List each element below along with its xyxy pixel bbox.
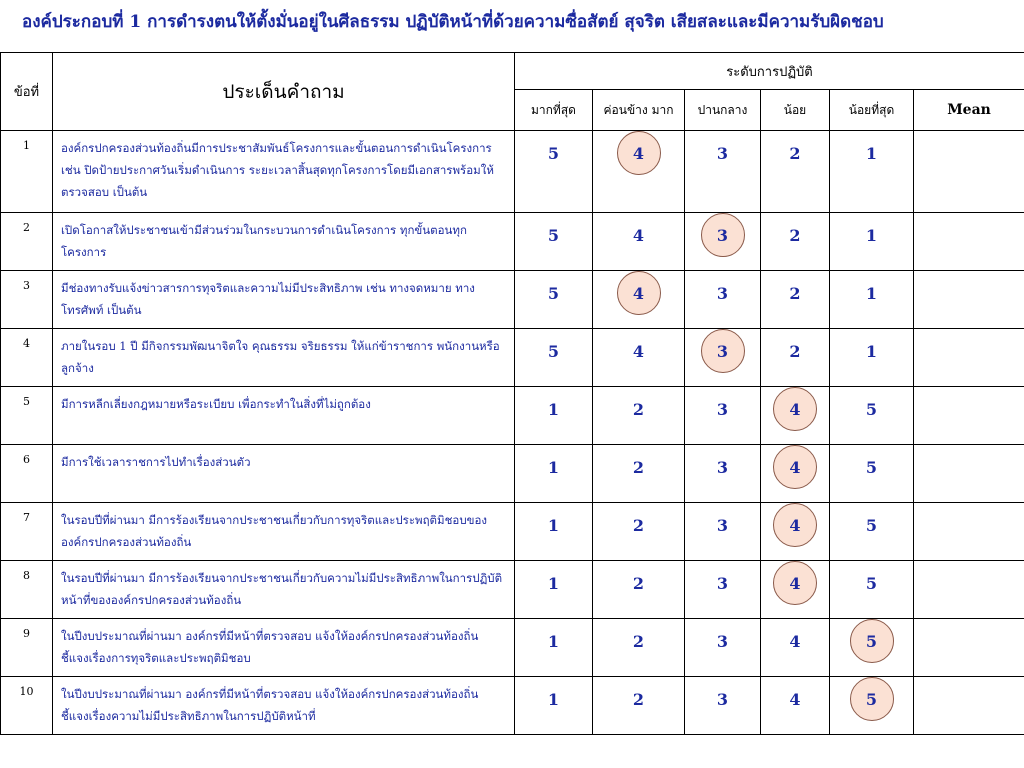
question-text: มีช่องทางรับแจ้งข่าวสารการทุจริตและความไม่มีประสิทธิภาพ เช่น ทางจดหมาย ทางโทรศัพท์ เป็นต้น [53,271,515,329]
score-value: 1 [865,144,878,163]
score-cell[interactable] [685,677,761,735]
score-value: 1 [547,574,560,593]
mean-cell [914,329,1024,387]
question-text: ในปีงบประมาณที่ผ่านมา องค์กรที่มีหน้าที่ตรวจสอบ แจ้งให้องค์กรปกครองส่วนท้องถิ่น ชี้แจงเรื่องความไม่มีประสิทธิภาพในการปฏิบัติหน้าที่ [53,677,515,735]
score-value: 3 [716,574,729,593]
mean-cell [914,271,1024,329]
selected-score-circle: 4 [773,387,817,431]
score-cell[interactable] [515,677,593,735]
score-cell[interactable] [593,503,685,561]
selected-score-circle: 3 [701,329,745,373]
score-cell[interactable] [593,387,685,445]
score-value: 2 [789,342,801,361]
page-title: องค์ประกอบที่ 1 การดำรงตนให้ตั้งมั่นอยู่ในศีลธรรม ปฏิบัติหน้าที่ด้วยความซื่อสัตย์ สุจริต เสียสละและมีความรับผิดชอบ [22,12,884,32]
score-value: 4 [789,690,801,709]
score-cell[interactable] [685,445,761,503]
score-cell[interactable] [593,271,685,329]
header-no: ข้อที่ [1,53,53,131]
question-text: องค์กรปกครองส่วนท้องถิ่นมีการประชาสัมพันธ์โครงการและขั้นตอนการดำเนินโครงการเช่น ปิดป้ายประกาศวันเริ่มดำเนินการ ระยะเวลาสิ้นสุดทุกโครงการโดยมีเอกสารพร้อมให้ตรวจสอบ เป็นต้น [53,131,515,213]
score-value: 1 [547,400,560,419]
question-text: ภายในรอบ 1 ปี มีกิจกรรมพัฒนาจิตใจ คุณธรรม จริยธรรม ให้แก่ข้าราชการ พนักงานหรือลูกจ้าง [53,329,515,387]
score-value: 1 [547,690,560,709]
score-value: 5 [865,400,878,419]
score-cell[interactable] [593,561,685,619]
question-text: มีการหลีกเลี่ยงกฎหมายหรือระเบียบ เพื่อกระทำในสิ่งที่ไม่ถูกต้อง [53,387,515,445]
selected-score-circle: 4 [773,561,817,605]
selected-score-circle: 4 [773,503,817,547]
score-cell[interactable] [593,131,685,213]
score-value: 2 [789,284,801,303]
score-cell[interactable] [830,387,914,445]
score-cell[interactable] [761,561,830,619]
question-text: มีการใช้เวลาราชการไปทำเรื่องส่วนตัว [53,445,515,503]
score-cell[interactable] [515,271,593,329]
table-row [1,619,1024,677]
score-value: 3 [716,690,729,709]
score-value: 5 [547,284,560,303]
score-value: 2 [789,144,801,163]
score-cell[interactable] [593,445,685,503]
score-cell[interactable] [761,445,830,503]
row-number: 2 [1,213,53,271]
score-cell[interactable] [830,561,914,619]
score-cell[interactable] [515,131,593,213]
score-cell[interactable] [593,329,685,387]
score-value: 2 [632,400,645,419]
header-col-quite-much: ค่อนข้าง มาก [593,90,685,131]
score-value: 1 [547,458,560,477]
table-row [1,271,1024,329]
mean-cell [914,387,1024,445]
question-text: ในปีงบประมาณที่ผ่านมา องค์กรที่มีหน้าที่ตรวจสอบ แจ้งให้องค์กรปกครองส่วนท้องถิ่น ชี้แจงเรื่องการทุจริตและประพฤติมิชอบ [53,619,515,677]
score-cell[interactable] [761,271,830,329]
score-cell[interactable] [515,561,593,619]
header-question: ประเด็นคำถาม [53,53,515,131]
mean-cell [914,619,1024,677]
score-cell[interactable] [593,619,685,677]
score-value: 3 [716,400,729,419]
mean-cell [914,445,1024,503]
score-cell[interactable] [830,445,914,503]
score-value: 3 [716,458,729,477]
score-value: 5 [865,516,878,535]
table-row [1,503,1024,561]
mean-cell [914,503,1024,561]
score-cell[interactable] [685,329,761,387]
header-col-least: น้อยที่สุด [830,90,914,131]
score-value: 3 [716,144,729,163]
table-row [1,561,1024,619]
score-cell[interactable] [830,619,914,677]
score-cell[interactable] [593,677,685,735]
mean-cell [914,131,1024,213]
row-number: 7 [1,503,53,561]
score-value: 4 [632,342,645,361]
score-value: 2 [632,574,645,593]
score-value: 4 [789,632,801,651]
score-value: 5 [547,144,560,163]
score-cell[interactable] [515,503,593,561]
row-number: 9 [1,619,53,677]
score-cell[interactable] [830,503,914,561]
score-cell[interactable] [685,619,761,677]
score-cell[interactable] [515,329,593,387]
selected-score-circle: 3 [701,213,745,257]
score-cell[interactable] [830,271,914,329]
table-row [1,387,1024,445]
score-value: 2 [632,632,645,651]
row-number: 10 [1,677,53,735]
header-level: ระดับการปฏิบัติ [515,53,1024,90]
row-number: 3 [1,271,53,329]
score-cell[interactable] [830,131,914,213]
score-cell[interactable] [685,213,761,271]
question-text: ในรอบปีที่ผ่านมา มีการร้องเรียนจากประชาชนเกี่ยวกับความไม่มีประสิทธิภาพในการปฏิบัติหน้าที่ขององค์กรปกครองส่วนท้องถิ่น [53,561,515,619]
score-cell[interactable] [830,329,914,387]
mean-cell [914,561,1024,619]
score-value: 5 [547,226,560,245]
score-cell[interactable] [515,619,593,677]
selected-score-circle: 4 [773,445,817,489]
row-number: 8 [1,561,53,619]
score-cell[interactable] [761,387,830,445]
score-value: 3 [716,516,729,535]
score-cell[interactable] [685,131,761,213]
table-row [1,213,1024,271]
score-cell[interactable] [761,503,830,561]
score-value: 1 [547,516,560,535]
score-value: 1 [547,632,560,651]
header-col-little: น้อย [761,90,830,131]
score-value: 4 [632,226,645,245]
score-value: 3 [716,632,729,651]
score-value: 1 [865,284,878,303]
table-row [1,677,1024,735]
score-value: 3 [716,284,729,303]
score-value: 2 [632,458,645,477]
selected-score-circle: 4 [617,131,661,175]
score-cell[interactable] [761,329,830,387]
table-row [1,329,1024,387]
score-value: 2 [632,516,645,535]
score-value: 2 [789,226,801,245]
question-text: ในรอบปีที่ผ่านมา มีการร้องเรียนจากประชาชนเกี่ยวกับการทุจริตและประพฤติมิชอบขององค์กรปกครองส่วนท้องถิ่น [53,503,515,561]
survey-table [0,52,1024,735]
row-number: 4 [1,329,53,387]
row-number: 6 [1,445,53,503]
score-cell[interactable] [761,619,830,677]
score-value: 1 [865,226,878,245]
score-cell[interactable] [515,387,593,445]
score-cell[interactable] [685,387,761,445]
table-row [1,445,1024,503]
header-mean: Mean [914,90,1024,131]
score-value: 1 [865,342,878,361]
score-cell[interactable] [761,131,830,213]
table-row [1,131,1024,213]
row-number: 1 [1,131,53,213]
score-cell[interactable] [685,561,761,619]
score-cell[interactable] [685,503,761,561]
question-text: เปิดโอกาสให้ประชาชนเข้ามีส่วนร่วมในกระบวนการดำเนินโครงการ ทุกขั้นตอนทุกโครงการ [53,213,515,271]
score-cell[interactable] [593,213,685,271]
score-value: 5 [547,342,560,361]
score-cell[interactable] [515,213,593,271]
mean-cell [914,213,1024,271]
mean-cell [914,677,1024,735]
selected-score-circle: 4 [617,271,661,315]
selected-score-circle: 5 [850,619,894,663]
score-value: 5 [865,574,878,593]
score-value: 2 [632,690,645,709]
row-number: 5 [1,387,53,445]
score-value: 5 [865,458,878,477]
score-cell[interactable] [830,677,914,735]
header-col-most: มากที่สุด [515,90,593,131]
score-cell[interactable] [685,271,761,329]
score-cell[interactable] [830,213,914,271]
header-col-moderate: ปานกลาง [685,90,761,131]
score-cell[interactable] [515,445,593,503]
score-cell[interactable] [761,677,830,735]
score-cell[interactable] [761,213,830,271]
selected-score-circle: 5 [850,677,894,721]
